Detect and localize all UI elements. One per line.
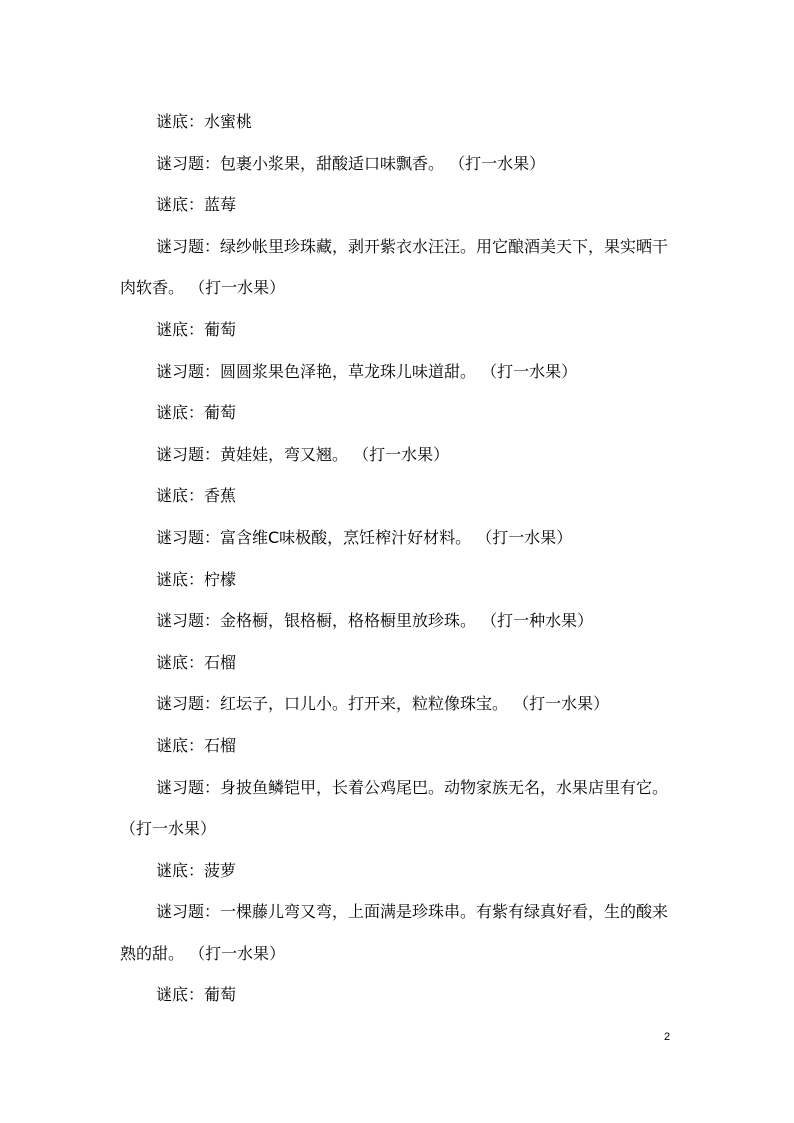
answer-paragraph: 谜底：柠檬 (156, 569, 237, 589)
riddle-paragraph: 谜习题：黄娃娃，弯又翘。 （打一水果） (156, 444, 450, 464)
riddle-paragraph: 谜习题：绿纱帐里珍珠藏，剥开紫衣水汪汪。用它酿酒美天下，果实晒干肉软香。 （打一水果） (120, 236, 669, 298)
answer-paragraph: 谜底：水蜜桃 (156, 112, 253, 131)
document-body (120, 101, 680, 1016)
answer-paragraph: 谜底：菠萝 (156, 860, 237, 880)
answer-paragraph: 谜底：葡萄 (156, 985, 237, 1005)
page-number: 2 (664, 1031, 671, 1043)
answer-paragraph: 谜底：香蕉 (156, 486, 237, 506)
answer-paragraph: 谜底：石榴 (156, 652, 237, 672)
answer-paragraph: 谜底：葡萄 (156, 319, 237, 339)
riddle-paragraph: 谜习题：包裹小浆果，甜酸适口味飘香。 （打一水果） (156, 153, 546, 173)
riddle-paragraph: 谜习题：圆圆浆果色泽艳，草龙珠儿味道甜。 （打一水果） (156, 361, 578, 381)
riddle-paragraph: 谜习题：身披鱼鳞铠甲，长着公鸡尾巴。动物家族无名，水果店里有它。 （打一水果） (120, 777, 669, 839)
answer-paragraph: 谜底：葡萄 (156, 403, 237, 423)
riddle-paragraph: 谜习题：一棵藤儿弯又弯，上面满是珍珠串。有紫有绿真好看，生的酸来熟的甜。 （打一水果） (120, 902, 669, 963)
riddle-paragraph: 谜习题：红坛子，口儿小。打开来，粒粒像珠宝。 （打一水果） (156, 694, 610, 714)
answer-paragraph: 谜底：蓝莓 (156, 195, 237, 215)
riddle-paragraph: 谜习题：富含维C味极酸，烹饪榨汁好材料。 （打一水果） (156, 527, 573, 547)
riddle-paragraph: 谜习题：金格橱，银格橱，格格橱里放珍珠。 （打一种水果） (156, 611, 594, 631)
answer-paragraph: 谜底：石榴 (156, 735, 237, 755)
